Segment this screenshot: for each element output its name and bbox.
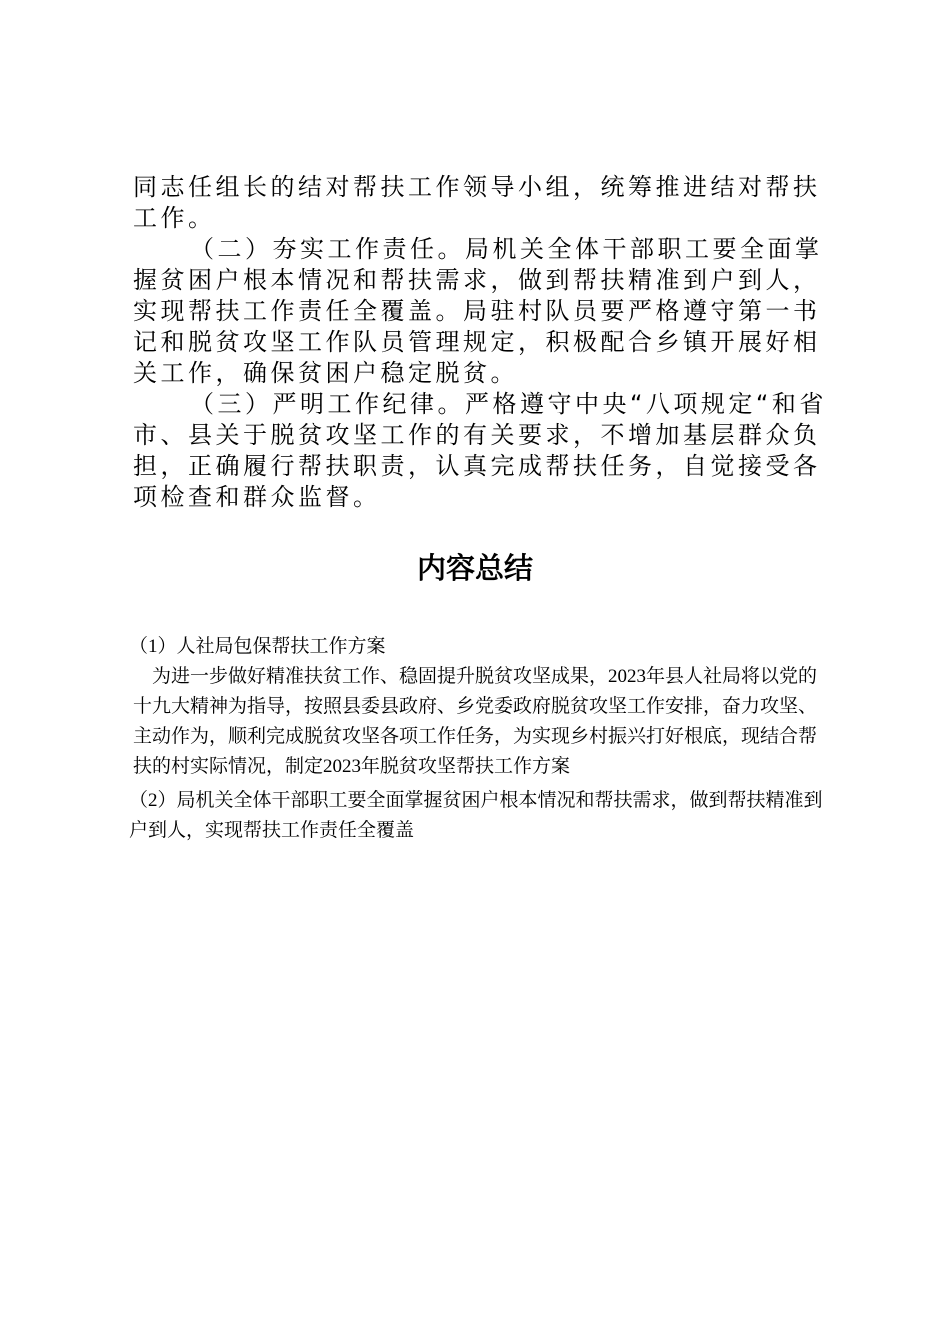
summary-item-1-heading: （1）人社局包保帮扶工作方案: [129, 636, 386, 657]
summary-item-1-body: 为进一步做好精准扶贫工作、稳固提升脱贫攻坚成果，2023年县人社局将以党的十九大精神为指导，按照县委县政府、乡党委政府脱贫攻坚工作安排，奋力攻坚、主动作为，顺利完成脱贫攻坚各项工作任务，为实现乡村振兴打好根底，现结合帮扶的村实际情况，制定2023年脱贫攻坚帮扶工作方案: [133, 666, 818, 777]
body-paragraph-work-responsibility: （二）夯实工作责任。局机关全体干部职工要全面掌握贫困户根本情况和帮扶需求，做到帮扶精准到户到人，实现帮扶工作责任全覆盖。局驻村队员要严格遵守第一书记和脱贫攻坚工作队员管理规定，积极配合乡镇开展好相关工作，确保贫困户稳定脱贫。: [133, 235, 823, 387]
summary-title: 内容总结: [416, 551, 533, 585]
summary-item-2: （2）局机关全体干部职工要全面掌握贫困户根本情况和帮扶需求，做到帮扶精准到户到人，实现帮扶工作责任全覆盖: [129, 790, 823, 841]
body-paragraph-continuation: 同志任组长的结对帮扶工作领导小组，统筹推进结对帮扶工作。: [133, 173, 821, 232]
body-paragraph-work-discipline: （三）严明工作纪律。严格遵守中央“八项规定“和省市、县关于脱贫攻坚工作的有关要求，不增加基层群众负担，正确履行帮扶职责，认真完成帮扶任务，自觉接受各项检查和群众监督。: [133, 390, 827, 511]
